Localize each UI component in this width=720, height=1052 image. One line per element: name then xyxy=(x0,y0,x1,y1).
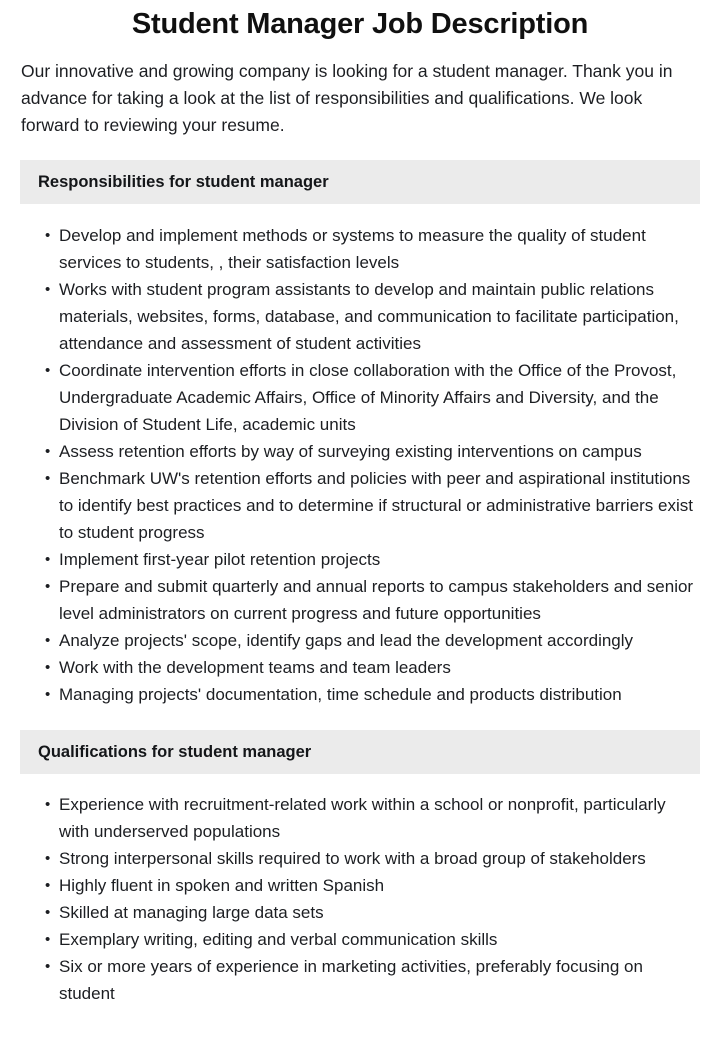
list-item: • Prepare and submit quarterly and annual reports to campus stakeholders and senior level administrators on current progress and future opportunities xyxy=(45,573,700,627)
intro-paragraph: Our innovative and growing company is looking for a student manager. Thank you in advance for taking a look at the list of responsibilities and qualifications. We look forward to reviewing your resume. xyxy=(21,61,673,135)
section-heading-label: Qualifications for student manager xyxy=(38,743,312,761)
list-item: • Skilled at managing large data sets xyxy=(45,899,700,926)
list-item: • Strong interpersonal skills required to work with a broad group of stakeholders xyxy=(45,845,700,872)
list-item: • Work with the development teams and team leaders xyxy=(45,654,700,681)
section-header-responsibilities xyxy=(20,160,700,204)
section-qualifications xyxy=(0,730,720,1007)
list-item: • Analyze projects' scope, identify gaps and lead the development accordingly xyxy=(45,627,700,654)
list-item: • Implement first-year pilot retention projects xyxy=(45,546,700,573)
list-item: • Exemplary writing, editing and verbal communication skills xyxy=(45,926,700,953)
section-header-qualifications xyxy=(20,730,700,774)
list-item: • Works with student program assistants to develop and maintain public relations materials, websites, forms, database, and communication to facilitate participation, attendance and assessment of student activities xyxy=(45,276,700,357)
list-item: • Managing projects' documentation, time schedule and products distribution xyxy=(45,681,700,708)
qualifications-list xyxy=(0,774,720,1007)
list-item: • Benchmark UW's retention efforts and policies with peer and aspirational institutions to identify best practices and to determine if structural or administrative barriers exist to student progress xyxy=(45,465,700,546)
list-item: • Coordinate intervention efforts in close collaboration with the Office of the Provost, Undergraduate Academic Affairs, Office of Minority Affairs and Diversity, and the Division of Student Life, academic units xyxy=(45,357,700,438)
page-title: Student Manager Job Description xyxy=(131,8,589,40)
section-responsibilities xyxy=(0,160,720,708)
list-item: • Develop and implement methods or systems to measure the quality of student services to students, , their satisfaction levels xyxy=(45,222,700,276)
responsibilities-list xyxy=(0,204,720,708)
section-heading-label: Responsibilities for student manager xyxy=(38,173,329,191)
list-item: • Experience with recruitment-related work within a school or nonprofit, particularly with underserved populations xyxy=(45,791,700,845)
list-item: • Assess retention efforts by way of surveying existing interventions on campus xyxy=(45,438,700,465)
list-item: • Six or more years of experience in marketing activities, preferably focusing on student xyxy=(45,953,700,1007)
list-item: • Highly fluent in spoken and written Spanish xyxy=(45,872,700,899)
